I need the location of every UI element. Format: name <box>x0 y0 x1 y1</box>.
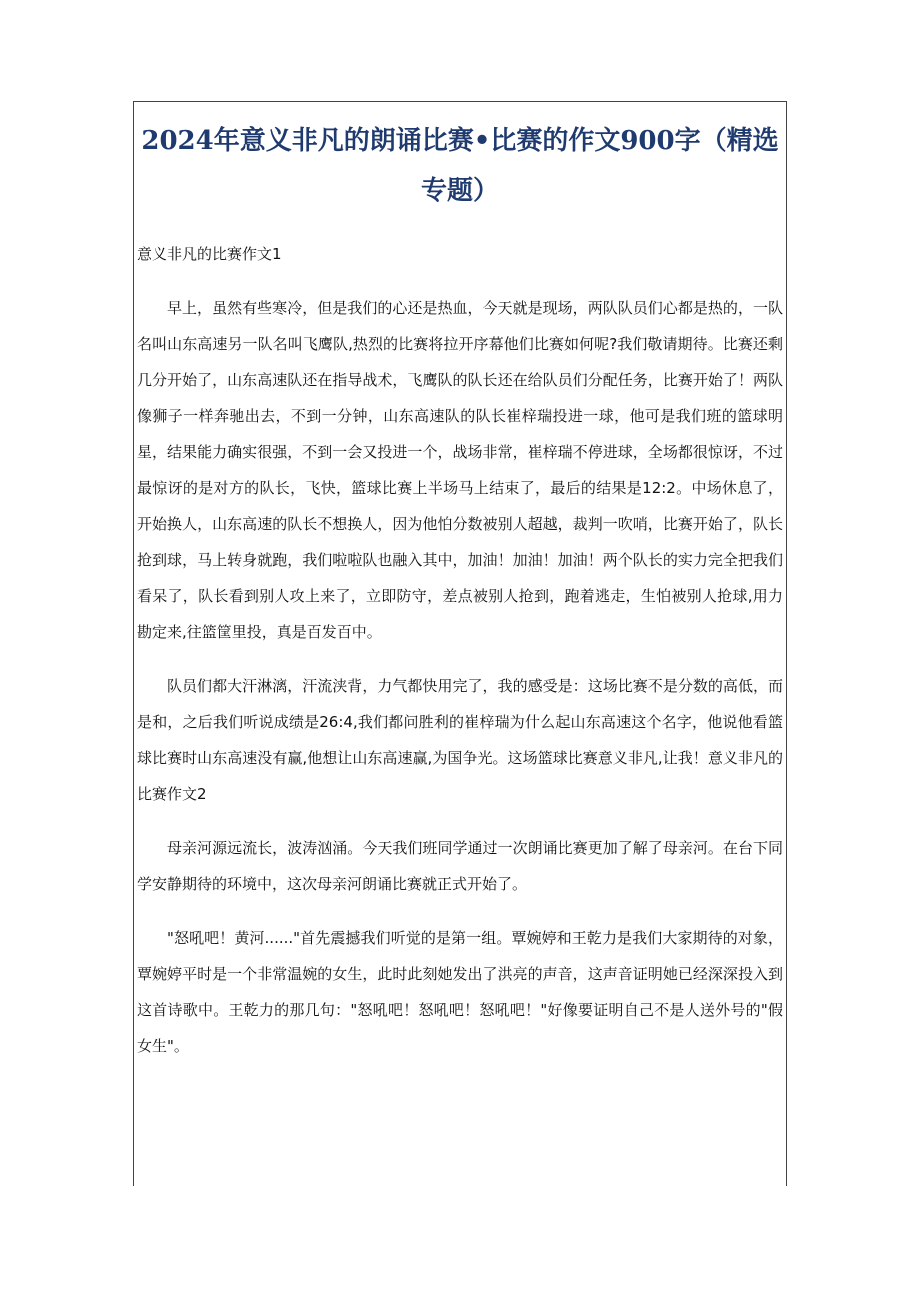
paragraph: 早上，虽然有些寒冷，但是我们的心还是热血，今天就是现场，两队队员们心都是热的，一队名叫山东高速另一队名叫飞鹰队,热烈的比赛将拉开序幕他们比赛如何呢?我们敬请期待。比赛还剩几分开始了，山东高速队还在指导战术，飞鹰队的队长还在给队员们分配任务，比赛开始了！两队像狮子一样奔驰出去，不到一分钟，山东高速队的队长崔梓瑞投进一球，他可是我们班的篮球明星，结果能力确实很强，不到一会又投进一个，战场非常，崔梓瑞不停进球，全场都很惊讶，不过最惊讶的是对方的队长，飞快，篮球比赛上半场马上结束了，最后的结果是12:2。中场休息了，开始换人，山东高速的队长不想换人，因为他怕分数被别人超越，裁判一吹哨，比赛开始了，队长抢到球，马上转身就跑，我们啦啦队也融入其中，加油！加油！加油！两个队长的实力完全把我们看呆了，队长看到别人攻上来了，立即防守，差点被别人抢到，跑着逃走，生怕被别人抢球,用力勘定来,往篮筐里投，真是百发百中。 <box>137 299 783 641</box>
paragraph: 母亲河源远流长，波涛汹涌。今天我们班同学通过一次朗诵比赛更加了解了母亲河。在台下同学安静期待的环境中，这次母亲河朗诵比赛就正式开始了。 <box>137 839 783 893</box>
document-title: 2024年意义非凡的朗诵比赛•比赛的作文900字（精选专题） <box>141 126 779 206</box>
section-heading-1: 意义非凡的比赛作文1 <box>137 245 282 263</box>
paragraph: 队员们都大汗淋漓，汗流浃背，力气都快用完了，我的感受是：这场比赛不是分数的高低，而是和，之后我们听说成绩是26:4,我们都问胜利的崔梓瑞为什么起山东高速这个名字，他说他看篮球比赛时山东高速没有赢,他想让山东高速赢,为国争光。这场篮球比赛意义非凡,让我！意义非凡的比赛作文2 <box>137 677 783 803</box>
document-body <box>137 236 783 1082</box>
paragraph: "怒吼吧！黄河......"首先震撼我们听觉的是第一组。覃婉婷和王乾力是我们大家期待的对象，覃婉婷平时是一个非常温婉的女生，此时此刻她发出了洪亮的声音，这声音证明她已经深深投入到这首诗歌中。王乾力的那几句："怒吼吧！怒吼吧！怒吼吧！"好像要证明自己不是人送外号的"假女生"。 <box>137 929 783 1055</box>
